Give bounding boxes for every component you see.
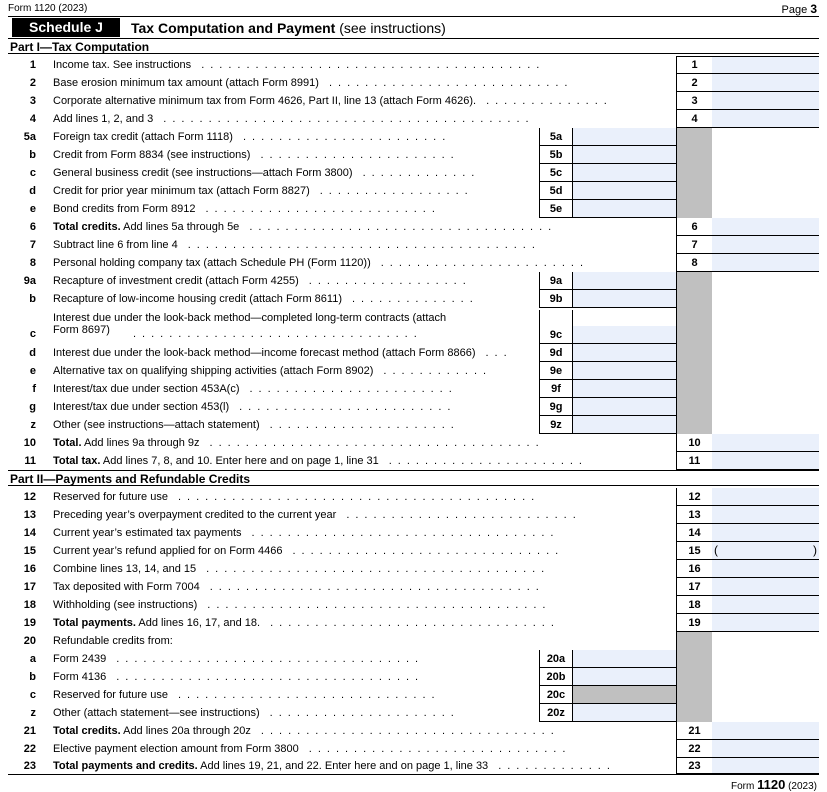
- amount-field[interactable]: [712, 56, 819, 74]
- line-number: 8: [29, 257, 36, 269]
- line-label: [53, 275, 299, 287]
- dot-leader: ..........................: [346, 509, 582, 521]
- line-label: [53, 689, 168, 701]
- line-box-number: 10: [676, 434, 712, 452]
- line-label: [53, 725, 251, 737]
- dot-leader: ......................: [388, 455, 588, 467]
- amount-field[interactable]: [712, 434, 819, 452]
- line-number: c: [29, 689, 36, 701]
- dot-leader: ..................................: [116, 653, 425, 665]
- sub-amount-field[interactable]: [573, 704, 676, 722]
- shaded-column: [676, 632, 712, 722]
- dot-leader: .............: [498, 760, 616, 772]
- line-label: [53, 581, 200, 593]
- line-label: [53, 707, 260, 719]
- dot-leader: .....................................: [209, 581, 545, 593]
- line-label-text: Bond credits from Form 8912: [53, 203, 196, 215]
- line-number: e: [29, 365, 36, 377]
- line-number: e: [29, 203, 36, 215]
- line-label-text: Other (attach statement—see instructions): [53, 707, 260, 719]
- dot-leader: .......................: [249, 383, 458, 395]
- dot-leader: .......................................: [187, 239, 541, 251]
- line-box-number: 4: [676, 110, 712, 128]
- sub-line-box-number: 9b: [539, 290, 573, 308]
- dot-leader: .............................: [308, 743, 572, 755]
- line-label: [53, 347, 476, 359]
- dot-leader: ................................: [270, 617, 560, 629]
- line-label: [53, 257, 371, 269]
- dot-leader: ..................................: [251, 527, 560, 539]
- line-number: 15: [23, 545, 36, 557]
- sub-amount-field[interactable]: [573, 416, 676, 434]
- amount-field[interactable]: [712, 596, 819, 614]
- amount-field[interactable]: [712, 614, 819, 632]
- line-number: z: [30, 419, 36, 431]
- part2-heading: Part II—Payments and Refundable Credits: [8, 470, 819, 486]
- line-label-text: Add lines 16, 17, and 18.: [135, 617, 261, 629]
- form-header-year: Form 1120 (2023): [8, 3, 88, 14]
- dot-leader: ..................: [308, 275, 472, 287]
- line-label: [53, 563, 196, 575]
- line-label-text: Base erosion minimum tax amount (attach Form 8991): [53, 77, 319, 89]
- line-number: g: [29, 401, 36, 413]
- amount-field[interactable]: [712, 740, 819, 758]
- line-number: 12: [23, 491, 36, 503]
- line-number: b: [29, 293, 36, 305]
- line-label-text: Credit for prior year minimum tax (attach Form 8827): [53, 185, 310, 197]
- line-label-text: General business credit (see instructions—attach Form 3800): [53, 167, 353, 179]
- page-label: Page: [781, 4, 808, 16]
- line-label-text: Other (see instructions—attach statement): [53, 419, 260, 431]
- dot-leader: ......................................: [206, 563, 551, 575]
- dot-leader: .............: [362, 167, 481, 179]
- line-box-number: 1: [676, 56, 712, 74]
- line-number: 13: [23, 509, 36, 521]
- line-number: d: [29, 185, 36, 197]
- line-label: [53, 401, 229, 413]
- sub-amount-field[interactable]: [573, 164, 676, 182]
- sub-amount-field[interactable]: [573, 362, 676, 380]
- dot-leader: .................: [319, 185, 474, 197]
- paren-open: (: [714, 543, 718, 557]
- line-label: [53, 437, 200, 449]
- dot-leader: ......................: [260, 149, 460, 161]
- line-label-text: Elective payment election amount from Form 3800: [53, 743, 299, 755]
- line-label-text: Add lines 9a through 9z: [81, 437, 200, 449]
- line-box-number: 2: [676, 74, 712, 92]
- line-number: b: [29, 149, 36, 161]
- dot-leader: ..............................: [292, 545, 565, 557]
- line-label: [53, 365, 373, 377]
- dot-leader: .............................: [177, 689, 441, 701]
- line-label-text: Corporate alternative minimum tax from Form 4626, Part II, line 13 (attach Form 4626).: [53, 95, 477, 107]
- amount-field[interactable]: [712, 218, 819, 236]
- line-label: [53, 419, 260, 431]
- line-label: [53, 671, 106, 683]
- amount-field[interactable]: [712, 758, 819, 774]
- line-number: f: [32, 383, 36, 395]
- line-box-number: 14: [676, 524, 712, 542]
- sub-line-box-number: 20b: [539, 668, 573, 686]
- line-box-number: 22: [676, 740, 712, 758]
- line-number: a: [29, 653, 36, 665]
- dot-leader: ..................................: [249, 221, 558, 233]
- dot-leader: ...: [485, 347, 513, 359]
- line-label: [53, 527, 242, 539]
- line-number: 6: [29, 221, 36, 233]
- amount-field[interactable]: [712, 254, 819, 272]
- sub-amount-field[interactable]: [573, 668, 676, 686]
- line-number: c: [29, 167, 36, 179]
- line-number: 20: [23, 635, 36, 647]
- line-label-bold: Total payments.: [53, 617, 136, 629]
- line-box-number: 19: [676, 614, 712, 632]
- page-number: [782, 2, 817, 16]
- line-number: 14: [23, 527, 36, 539]
- line-label-text: Add lines 19, 21, and 22. Enter here and on page 1, line 33: [197, 760, 489, 772]
- schedule-title: [131, 19, 446, 37]
- line-label-text: Interest/tax due under section 453(l): [53, 401, 230, 413]
- amount-field[interactable]: [712, 110, 819, 128]
- line-box-number: 8: [676, 254, 712, 272]
- line-label: [53, 203, 195, 215]
- form-footer: [731, 777, 817, 792]
- line-label: [53, 635, 173, 647]
- line-label: [53, 167, 353, 179]
- line-label: [53, 149, 250, 161]
- line-label-bold: Total payments and credits.: [53, 760, 198, 772]
- dot-leader: ...........................: [328, 77, 574, 89]
- dot-leader: .....................: [269, 419, 460, 431]
- line-label-text: Subtract line 6 from line 4: [53, 239, 178, 251]
- page-number-value: 3: [810, 2, 817, 16]
- dot-leader: ........................................: [177, 491, 541, 503]
- line-label-text: Form 4136: [53, 671, 107, 683]
- sub-amount-field[interactable]: [573, 290, 676, 308]
- line-number: c: [29, 328, 36, 340]
- line-number: 7: [29, 239, 36, 251]
- shaded-column: [676, 128, 712, 218]
- line-label: [53, 491, 168, 503]
- line-number: 16: [23, 563, 36, 575]
- sub-amount-field[interactable]: [573, 650, 676, 668]
- amount-field[interactable]: [712, 488, 819, 506]
- line-label: [53, 77, 319, 89]
- line-box-number: 17: [676, 578, 712, 596]
- sub-line-box-number: 5e: [539, 200, 573, 218]
- line-box-number: 18: [676, 596, 712, 614]
- line-label-text: Interest due under the look-back method—completed long-term contracts (attach: [53, 312, 447, 324]
- line-number: 3: [29, 95, 36, 107]
- line-label-text: Preceding year’s overpayment credited to the current year: [53, 509, 337, 521]
- sub-line-box-number: 5b: [539, 146, 573, 164]
- paren-close: ): [813, 543, 817, 557]
- line-number: 18: [23, 599, 36, 611]
- line-label-text: Tax deposited with Form 7004: [53, 581, 200, 593]
- line-label-text: Interest/tax due under section 453A(c): [53, 383, 240, 395]
- dot-leader: ..................................: [116, 671, 425, 683]
- amount-field[interactable]: [712, 506, 819, 524]
- amount-field[interactable]: [712, 524, 819, 542]
- line-label: [53, 599, 197, 611]
- footer-year: (2023): [788, 781, 817, 792]
- line-label: [53, 760, 488, 772]
- line-box-number: 7: [676, 236, 712, 254]
- line-label-text: Recapture of investment credit (attach Form 4255): [53, 275, 299, 287]
- sub-line-box-number: 9g: [539, 398, 573, 416]
- line-label: [53, 509, 336, 521]
- sub-amount-field[interactable]: [573, 200, 676, 218]
- line-label: [53, 239, 178, 251]
- line-label-bold: Total tax.: [53, 455, 101, 467]
- line-label-text: Add lines 5a through 5e: [120, 221, 240, 233]
- line-number: 2: [29, 77, 36, 89]
- line-label-bold: Total.: [53, 437, 82, 449]
- line-label: [53, 95, 476, 107]
- line-label-text: Interest due under the look-back method—income forecast method (attach Form 8866): [53, 347, 476, 359]
- sub-line-box-number: 9f: [539, 380, 573, 398]
- amount-column-top-rule: [676, 56, 819, 57]
- line-label-text: Alternative tax on qualifying shipping activities (attach Form 8902): [53, 365, 374, 377]
- amount-field[interactable]: [712, 452, 819, 470]
- line-label: [53, 221, 239, 233]
- part1-heading: Part I—Tax Computation: [8, 38, 819, 54]
- schedule-tag: Schedule J: [12, 18, 120, 37]
- dot-leader: ..............: [352, 293, 479, 305]
- sub-line-box-number: 9z: [539, 416, 573, 434]
- amount-field[interactable]: [712, 542, 819, 560]
- sub-line-box-number: 20z: [539, 704, 573, 722]
- line-label: [53, 653, 106, 665]
- sub-amount-field[interactable]: [573, 398, 676, 416]
- line-label: [53, 545, 283, 557]
- dot-leader: ..........................: [205, 203, 441, 215]
- line-box-number: 3: [676, 92, 712, 110]
- line-number: 23: [23, 760, 36, 772]
- line-label-text: Add lines 7, 8, and 10. Enter here and on page 1, line 31: [100, 455, 379, 467]
- amount-field[interactable]: [712, 236, 819, 254]
- line-label-cont: Form 8697): [53, 324, 110, 336]
- line-label-text: Form 2439: [53, 653, 107, 665]
- line-number: d: [29, 347, 36, 359]
- footer-form-number: 1120: [757, 777, 786, 792]
- line-label: [53, 59, 191, 71]
- sub-line-box-number: 9c: [539, 310, 573, 344]
- line-box-number: 16: [676, 560, 712, 578]
- sub-amount-field: [573, 686, 676, 704]
- dot-leader: ......................................: [201, 59, 546, 71]
- amount-field[interactable]: [712, 74, 819, 92]
- line-label-text: Personal holding company tax (attach Schedule PH (Form 1120)): [53, 257, 371, 269]
- line-number: 1: [29, 59, 36, 71]
- sub-amount-field[interactable]: [573, 272, 676, 290]
- bottom-rule: [8, 774, 819, 775]
- line-label-text: Combine lines 13, 14, and 15: [53, 563, 197, 575]
- dot-leader: .......................: [242, 131, 452, 143]
- line-box-number: 12: [676, 488, 712, 506]
- sub-line-box-number: 5d: [539, 182, 573, 200]
- line-box-number: 6: [676, 218, 712, 236]
- dot-leader: ......................................: [207, 599, 552, 611]
- line-box-number: 21: [676, 722, 712, 740]
- line-number: 5a: [23, 131, 36, 143]
- sub-line-box-number: 5a: [539, 128, 573, 146]
- line-label-text: Refundable credits from:: [53, 635, 173, 647]
- dot-leader: ................................: [133, 328, 423, 340]
- line-number: 19: [23, 617, 36, 629]
- dot-leader: ........................: [239, 401, 457, 413]
- line-number: 17: [23, 581, 36, 593]
- line-label: [53, 617, 260, 629]
- sub-amount-field[interactable]: [573, 182, 676, 200]
- line-label-text: Reserved for future use: [53, 689, 168, 701]
- sub-line-box-number: 5c: [539, 164, 573, 182]
- line-number: 4: [29, 113, 36, 125]
- footer-form-label: Form: [730, 781, 755, 792]
- sub-amount-field[interactable]: [573, 380, 676, 398]
- line-label: [53, 743, 299, 755]
- line-number: b: [29, 671, 36, 683]
- sub-line-box-number: 9d: [539, 344, 573, 362]
- dot-leader: .......................: [380, 257, 590, 269]
- line-label-bold: Total credits.: [53, 221, 121, 233]
- line-number: 21: [23, 725, 36, 737]
- line-label-text: Credit from Form 8834 (see instructions): [53, 149, 251, 161]
- shaded-column: [676, 272, 712, 434]
- sub-amount-field[interactable]: [573, 310, 676, 344]
- line-label-text: Recapture of low-income housing credit (attach Form 8611): [53, 293, 342, 305]
- line-label-text: Current year’s refund applied for on Form 4466: [53, 545, 283, 557]
- line-label-text: Current year’s estimated tax payments: [53, 527, 242, 539]
- line-number: 9a: [23, 275, 36, 287]
- line-label: [53, 113, 153, 125]
- line-box-number: 11: [676, 452, 712, 470]
- line-number: 22: [23, 743, 36, 755]
- sub-line-box-number: 9a: [539, 272, 573, 290]
- line-box-number: 15: [676, 542, 712, 560]
- dot-leader: ..............: [486, 95, 613, 107]
- sub-line-box-number: 9e: [539, 362, 573, 380]
- dot-leader: .....................................: [209, 437, 545, 449]
- amount-field[interactable]: [712, 578, 819, 596]
- line-box-number: 13: [676, 506, 712, 524]
- sub-amount-field[interactable]: [573, 128, 676, 146]
- line-label-bold: Total credits.: [53, 725, 121, 737]
- sub-amount-field[interactable]: [573, 146, 676, 164]
- dot-leader: ............: [383, 365, 493, 377]
- schedule-title-note: (see instructions): [339, 20, 446, 36]
- amount-field[interactable]: [712, 92, 819, 110]
- dot-leader: .........................................: [163, 113, 535, 125]
- dot-leader: .....................: [269, 707, 460, 719]
- schedule-title-text: Tax Computation and Payment: [131, 20, 336, 36]
- amount-field[interactable]: [712, 560, 819, 578]
- sub-line-box-number: 20a: [539, 650, 573, 668]
- sub-line-box-number: 20c: [539, 686, 573, 704]
- line-number: 10: [23, 437, 36, 449]
- line-box-number: 23: [676, 758, 712, 774]
- line-label: [53, 455, 379, 467]
- dot-leader: .................................: [260, 725, 560, 737]
- sub-amount-field[interactable]: [573, 344, 676, 362]
- line-label-text: Income tax. See instructions: [53, 59, 192, 71]
- amount-field[interactable]: [712, 722, 819, 740]
- line-label-text: Reserved for future use: [53, 491, 168, 503]
- line-label: [53, 383, 240, 395]
- line-label-text: Withholding (see instructions): [53, 599, 198, 611]
- line-label: [53, 293, 342, 305]
- line-number: z: [30, 707, 36, 719]
- line-label-text: Add lines 20a through 20z: [120, 725, 251, 737]
- line-number: 11: [24, 455, 36, 467]
- line-label-text: Add lines 1, 2, and 3: [53, 113, 154, 125]
- line-label-text: Foreign tax credit (attach Form 1118): [53, 131, 233, 143]
- line-label: [53, 131, 233, 143]
- line-label: [53, 185, 310, 197]
- top-rule: [8, 16, 819, 17]
